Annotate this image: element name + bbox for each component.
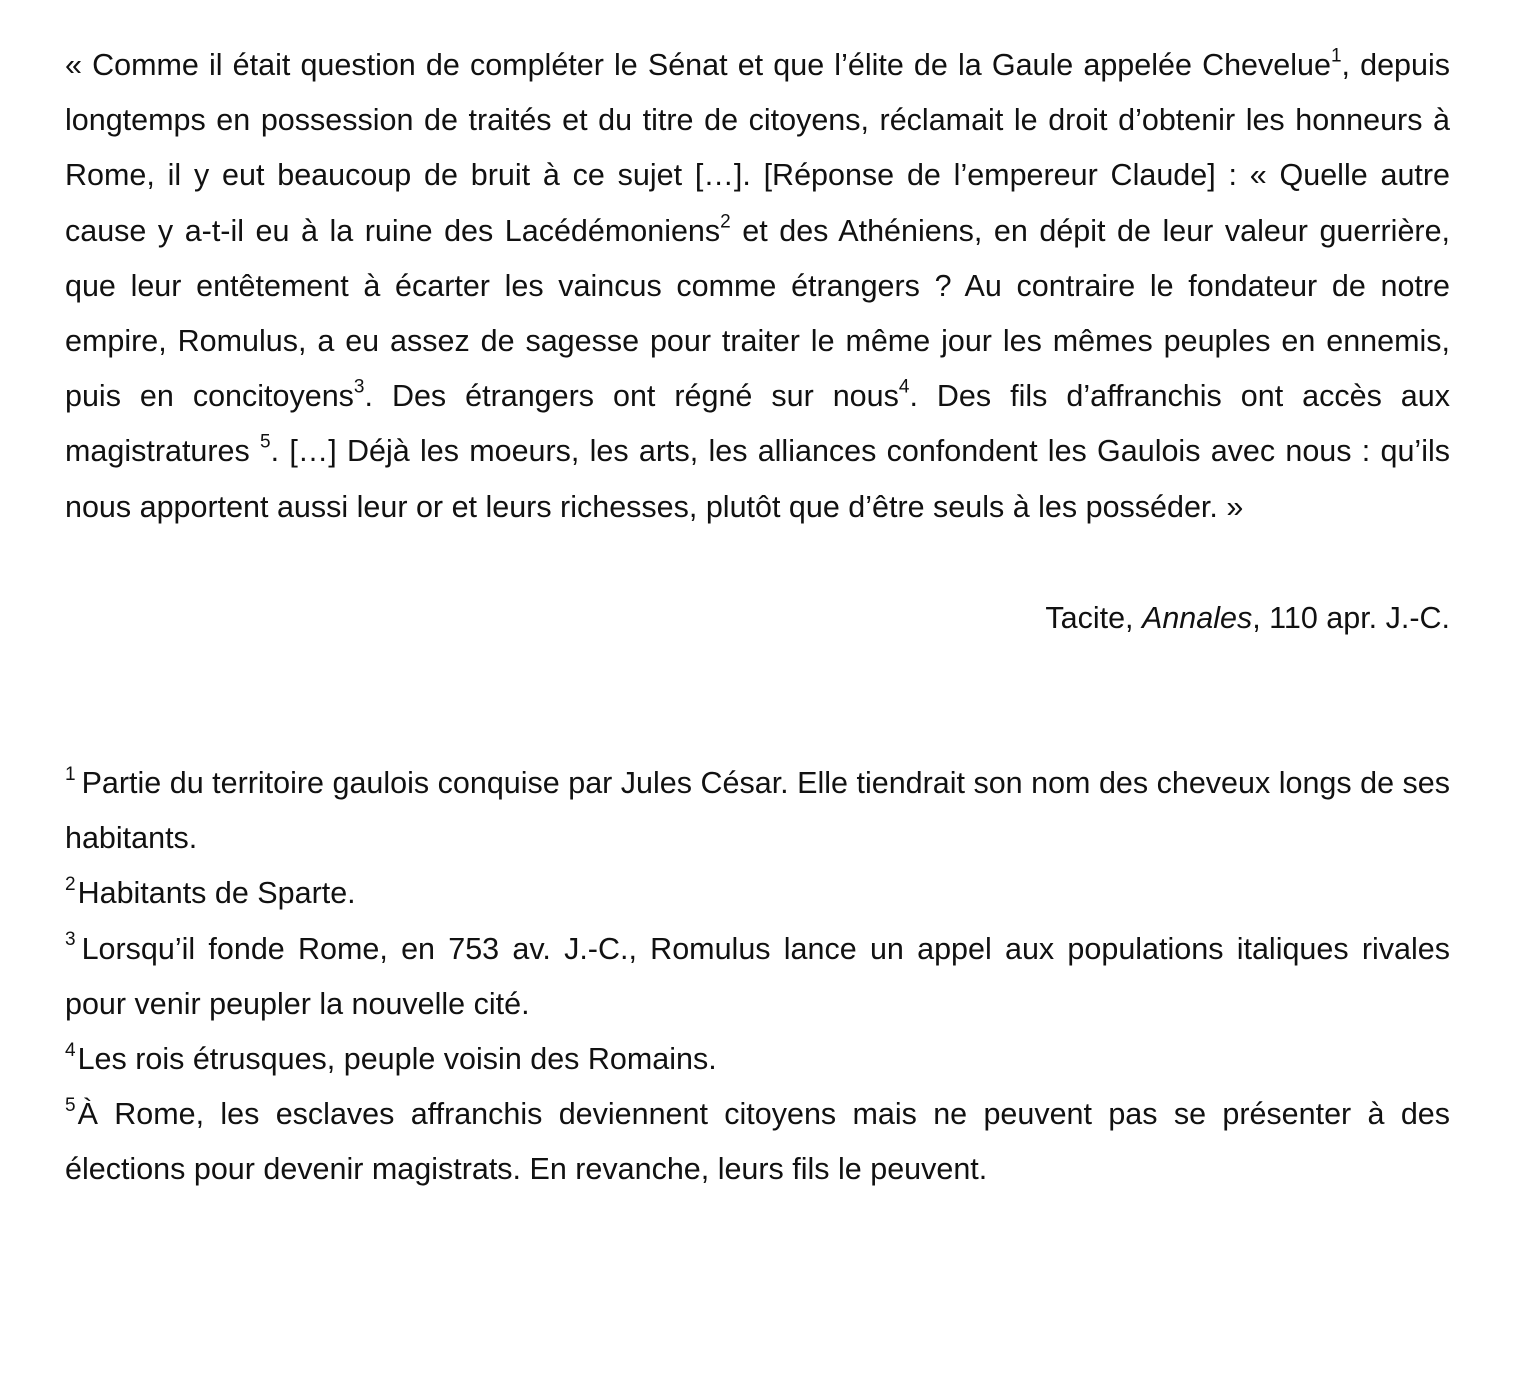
quote-text: et des Athéniens, en dépit de leur valeur guerrière, que leur entêtement à écarter les vaincus comme étrangers ? Au contraire le fondateur de notre empire, Romulus, a eu assez de sagesse pour traiter le même jour les mêmes peuples en ennemis, puis en concitoyens bbox=[65, 213, 1451, 414]
footnote-ref-5: 5 bbox=[260, 432, 271, 454]
quote-text: . Des fils d’affranchis ont accès aux magistratures bbox=[65, 379, 1450, 469]
citation-date: , 110 apr. J.-C. bbox=[1252, 600, 1450, 635]
footnote-3 bbox=[65, 922, 1450, 1032]
footnote-1 bbox=[65, 756, 1450, 866]
quote-text: . […] Déjà les moeurs, les arts, les alliances confondent les Gaulois avec nous : qu’ils nous apportent aussi leur or et leurs richesses, plutôt que d’être seuls à les posséder. » bbox=[65, 434, 1450, 524]
footnote-text: À Rome, les esclaves affranchis deviennent citoyens mais ne peuvent pas se présenter à des élections pour devenir magistrats. En revanche, leurs fils le peuvent. bbox=[65, 1097, 1450, 1187]
footnote-text: Habitants de Sparte. bbox=[77, 876, 356, 911]
document-page bbox=[65, 38, 1450, 1198]
footnote-2 bbox=[65, 866, 1450, 921]
footnote-ref-3: 3 bbox=[353, 376, 365, 398]
footnote-marker: 2 bbox=[65, 874, 76, 896]
footnote-text: Lorsqu’il fonde Rome, en 753 av. J.-C., Romulus lance un appel aux populations italiques rivales pour venir peupler la nouvelle cité. bbox=[65, 931, 1450, 1021]
footnote-marker: 1 bbox=[65, 763, 76, 785]
footnote-marker: 4 bbox=[65, 1039, 76, 1061]
footnote-ref-2: 2 bbox=[720, 211, 731, 233]
quote-text: « Comme il était question de compléter le Sénat et que l’élite de la Gaule appelée Chevelue bbox=[65, 48, 1331, 82]
footnote-text: Les rois étrusques, peuple voisin des Romains. bbox=[77, 1042, 717, 1077]
source-citation bbox=[65, 591, 1450, 646]
citation-author: Tacite, bbox=[1045, 600, 1142, 635]
footnote-marker: 3 bbox=[65, 929, 76, 951]
citation-work-title: Annales bbox=[1141, 600, 1253, 635]
footnote-text: Partie du territoire gaulois conquise par Jules César. Elle tiendrait son nom des cheveux longs de ses habitants. bbox=[65, 766, 1450, 856]
footnote-ref-4: 4 bbox=[898, 376, 910, 398]
quote-paragraph bbox=[65, 38, 1450, 535]
footnote-ref-1: 1 bbox=[1330, 45, 1342, 67]
footnotes bbox=[65, 756, 1450, 1198]
quote-text: . Des étrangers ont régné sur nous bbox=[364, 379, 899, 414]
quote-text: , depuis longtemps en possession de traités et du titre de citoyens, réclamait le droit d’obtenir les honneurs à Rome, il y eut beaucoup de bruit à ce sujet […]. [Réponse de l’empereur Claude] : « Quelle autre cause y a-t-il eu à la ruine des Lacédémoniens bbox=[65, 48, 1450, 248]
footnote-5 bbox=[65, 1087, 1450, 1197]
footnote-marker: 5 bbox=[65, 1094, 76, 1116]
footnote-4 bbox=[65, 1032, 1450, 1087]
